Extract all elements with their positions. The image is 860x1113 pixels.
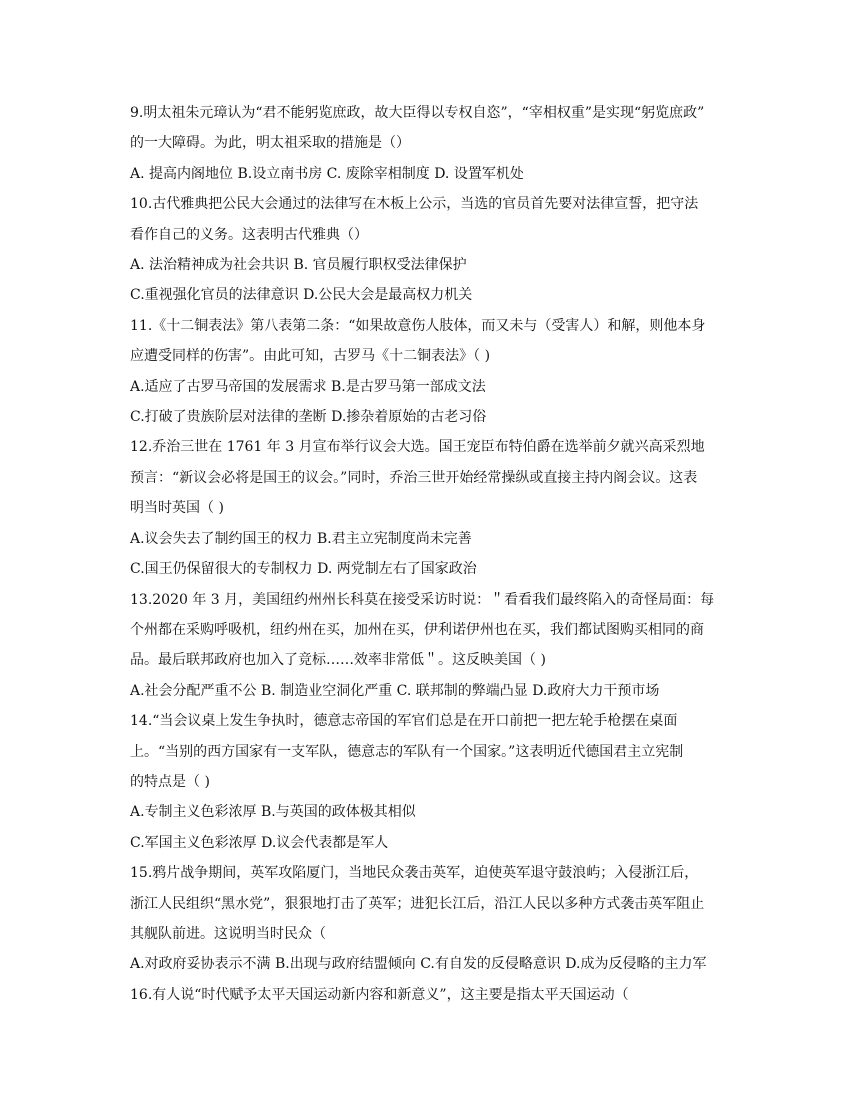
text-line: 10.古代雅典把公民大会通过的法律写在木板上公示，当选的官员首先要对法律宣誓，把守法 (130, 196, 699, 213)
text-line: 12.乔治三世在 1761 年 3 月宣布举行议会大选。国王宠臣布特伯爵在选举前夕就兴高采烈地 (130, 439, 705, 456)
text-line: 看作自己的义务。这表明古代雅典（） (130, 226, 368, 243)
text-line: 浙江人民组织“黑水党”，狠狠地打击了英军；进犯长江后，沿江人民以多种方式袭击英军阻止 (130, 895, 705, 912)
text-line: C.重视强化官员的法律意识 D.公民大会是最高权力机关 (130, 287, 473, 304)
question-text-block (130, 101, 740, 1013)
text-line: 的一大障碍。为此，明太祖采取的措施是（） (130, 135, 410, 152)
text-line: 品。最后联邦政府也加入了竞标……效率非常低＂。这反映美国（ ) (130, 652, 546, 669)
text-line: A.对政府妥协表示不满 B.出现与政府结盟倾向 C.有自发的反侵略意识 D.成为反侵略的主力军 (130, 956, 707, 973)
text-line: 上。“当别的西方国家有一支军队，德意志的军队有一个国家。”这表明近代德国君主立宪制 (130, 743, 684, 760)
text-line: 15.鸦片战争期间，英军攻陷厦门，当地民众袭击英军，迫使英军退守鼓浪屿；入侵浙江后， (130, 865, 699, 882)
text-line: A. 提高内阁地位 B.设立南书房 C. 废除宰相制度 D. 设置军机处 (130, 165, 524, 182)
text-line: 预言：“新议会必将是国王的议会。”同时，乔治三世开始经常操纵或直接主持内阁会议。这表 (130, 469, 698, 486)
text-line: A. 法治精神成为社会共识 B. 官员履行职权受法律保护 (130, 257, 467, 274)
text-line: A.社会分配严重不公 B. 制造业空洞化严重 C. 联邦制的弊端凸显 D.政府大力干预市场 (130, 682, 660, 699)
text-line: A.专制主义色彩浓厚 B.与英国的政体极其相似 (130, 804, 416, 821)
text-line: 个州都在采购呼吸机，纽约州在买，加州在买，伊利诺伊州也在买，我们都试图购买相同的商 (130, 621, 704, 638)
text-line: 的特点是（ ) (130, 773, 210, 790)
text-line: 其舰队前进。这说明当时民众（ (130, 925, 326, 942)
text-line: C.军国主义色彩浓厚 D.议会代表都是军人 (130, 834, 389, 851)
text-line: 9.明太祖朱元璋认为“君不能躬览庶政，故大臣得以专权自恣”，“宰相权重”是实现“躬览庶政” (130, 105, 705, 121)
text-line: 11.《十二铜表法》第八表第二条：“如果故意伤人肢体，而又未与（受害人）和解，则他本身 (130, 317, 706, 334)
text-line: C.国王仍保留很大的专制权力 D. 两党制左右了国家政治 (130, 561, 477, 578)
text-line: 16.有人说“时代赋予太平天国运动新内容和新意义”，这主要是指太平天国运动（ (130, 986, 629, 1003)
text-line: 13.2020 年 3 月，美国纽约州州长科莫在接受采访时说：＂看看我们最终陷入的奇怪局面：每 (130, 591, 715, 608)
text-line: C.打破了贵族阶层对法律的垄断 D.掺杂着原始的古老习俗 (130, 409, 487, 426)
text-line: 明当时英国（ ) (130, 500, 224, 517)
text-line: 应遭受同样的伤害”。由此可知，古罗马《十二铜表法》（ ) (130, 348, 491, 365)
text-line: A.议会失去了制约国王的权力 B.君主立宪制度尚未完善 (130, 530, 472, 547)
text-line: A.适应了古罗马帝国的发展需求 B.是古罗马第一部成文法 (130, 378, 486, 395)
text-line: 14.“当会议桌上发生争执时，德意志帝国的军官们总是在开口前把一把左轮手枪摆在桌面 (130, 713, 678, 730)
